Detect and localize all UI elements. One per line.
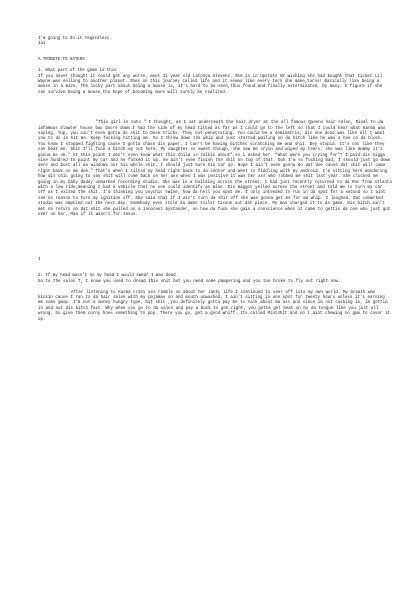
section-1-body: "This girl is nuts " I thought, as I sat underneath the hair dryer at the all famous Queens hair salon, Rival to da infamous Slawter house two doors down.I had the side of my head tilted as far as I could go to the left so that I could hear what Karma was saying. Yup, you ain't even gotta do shit to Dese tricks. They not penetrating. You could be a dominatrix, dis one dood was like all I want you to do is hit me. Keep fucking hitting me. So I threw down the whip and just started wailing on da bitch like he was a hoe on da block. You know I stopped fighting cause I gotta chase dis paper. I can't be having bitches scratching me and shit. Dey stupid. It's not like they can beat me. Shit I'll fuck a bitch up out here. My daughter so sweet though, she saw me cryin and wiped my tears, she was like mommy it's gonna be ok." At this point I don't even know what this child is talkin about",so i asked her. "What were you crying for"? I paid dis nigga nine hundred to paint my car and he fucked it up. He ain't even finish the shit on top of that. Ooh I'm so fucking mad, I should just go down dere and bust all da windows out his whole shit. I should just burn his car up. Nope I ain't even gonna do dat doe cause dat shit will come right back on me doe." That's when I tilted my head right back to da center and went to fiddling with my android. I'm sitting here wondering how dis chic going to say shit will come back on her ass when I was positive it was her ass who robbed me shit last year. She clocked me going in my baby daddy unmarked recording studio. She was in a building across the street. I had just recently returned to da Roc from Atlanta with a low ride,meaning I had a vehicle that no one could identify as mine. Dis maggot yelled across the street and told me to turn my car off as I exited the shit. I'm thinking you psychic swine, how da hell you spot me. I only intended to run in da spot for a second so I aint see no reason to turn my ignition off. She said that if I ain't turn da shit off she was gonna get me for ma whip. I laughed. Dat unmarked studio was emptied out the next day. Somebody even stole da damn toilet tissue out dat piece. My man charged it to da game. Dis bitch ain't met no return on dat shit she pulled on a innocent bystander, so how da fuck she gain a conscience when it came to gettin da one who just got over on her. Man if it wasn't for Jesus. — [38, 121, 392, 218]
header-author: Jai — [38, 42, 46, 47]
document-title: A TRIBUTE TO HATERS — [38, 58, 85, 63]
roman-numeral: I — [38, 258, 41, 263]
section-2-body: After listening to Karma crazy ass ramble on about her Janky life I continued to veer off into my own world. My breath was kickin cause I ran to da hair salon with my pajamas on and mouth unwashed. I ain't sitting in one spot for twenty hours unless it's earning me some gwop. I'm not a money hungry type, but shit ,you definitely gotta pay me to talk about ma ass and since im not cashing in, im gettin in and out dis bitch fast. Why when you go to da salon and pay a buck to get right, you gotta get beat on by da tongue like you just all wrong. So give them corny hoes something to pop. There you go, get a good whiff. Its called Mintshit and no i aint chewing no gum to cover it up. — [38, 290, 390, 322]
section-1-heading: 1. What part of the game is this — [38, 69, 117, 74]
section-1-intro: If you never thought it could get any worse, meet 21 year old Latonya Stevens. She is in Upstate NY wishing she had bought that ticket Lil Wayne was selling to another planet. Shes on this journey called life and it seems like every turn she make,turns! Basically like being a mouse in a maze. The lucky part about being a mouse is, it's hard to be seen,thus found and finally exterminated, by many. I figure if she can survive being a mouse,the hope of becoming more will surely be realized. — [38, 74, 383, 95]
section-2-intro: Go to the salon T, I know you used to dread this shit but you need some pampering and you too broke to fly out right now. — [38, 279, 341, 284]
header-line-1: I'm going to do it regardless — [38, 37, 110, 41]
section-2-heading: 2. If my head wasn't on my head I would swear I was dead — [38, 274, 176, 279]
